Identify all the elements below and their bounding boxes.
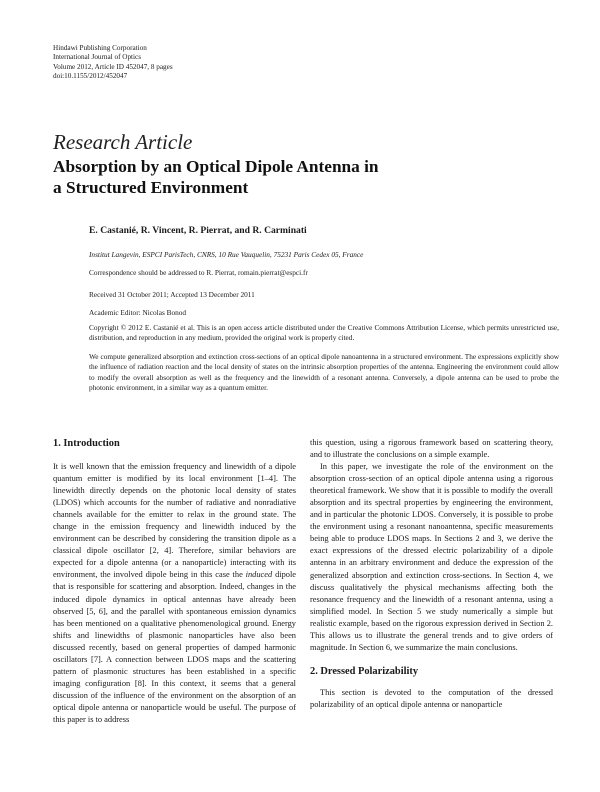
title-line-2: a Structured Environment — [53, 178, 249, 197]
authors: E. Castanié, R. Vincent, R. Pierrat, and R. Carminati — [89, 225, 307, 236]
title-line-1: Absorption by an Optical Dipole Antenna in — [53, 157, 379, 176]
left-column — [53, 437, 296, 726]
abstract: We compute generalized absorption and extinction cross-sections of an optical dipole nanoantenna in a structured environment. The expressions explicitly show the influence of radiation reaction and the local density of states on the intrinsic absorption properties of the antenna. Engineering the environment could allow to modify the overall absorption as well as the frequency and the linewidth of a resonant antenna. Conversely, a dipole antenna can be used to probe the photonic environment, in a similar way as a quantum emitter. — [89, 352, 559, 392]
section2-paragraph-1: This section is devoted to the computation of the dressed polarizability of an optical dipole antenna or nanoparticle — [310, 687, 553, 709]
copyright-notice: Copyright © 2012 E. Castanié et al. This is an open access article distributed under the Creative Commons Attribution License, which permits unrestricted use, distribution, and reproduction in any medium, provided the original work is properly cited. — [89, 323, 559, 343]
affiliation: Institut Langevin, ESPCI ParisTech, CNRS, 10 Rue Vauquelin, 75231 Paris Cedex 05, France — [89, 250, 364, 259]
doi[interactable]: doi:10.1155/2012/452047 — [53, 71, 128, 80]
journal-header — [53, 44, 173, 81]
article-type: Research Article — [53, 130, 193, 154]
section-heading-introduction: 1. Introduction — [53, 438, 120, 449]
intro-paragraph-1-continued: this question, using a rigorous framework based on scattering theory, and to illustrate the conclusions on a simple example. — [310, 438, 553, 460]
intro-paragraph-2: In this paper, we investigate the role of the environment on the absorption cross-section of an optical dipole antenna using a rigorous theoretical framework. We show that it is possible to modify the overall absorption and its spectral properties by engineering the environment, and in particular the photonic LDOS. Conversely, it is possible to probe the environment using a resonant nanoantenna, specific measurements being able to produce LDOS maps. In Sections 2 and 3, we derive the exact expressions of the dressed electric polarizability of a dipole antenna in an arbitrary environment and deduce the expression of the generalized absorption and extinction cross-sections. In Section 4, we discuss qualitatively the physical mechanisms affecting both the resonance frequency and the linewidth of a resonant antenna, using a simplified model. In Section 5 we study numerically a simple but realistic example, based on the rigorous expression derived in Section 2. This allows us to illustrate the general trends and to give orders of magnitude. In Section 6, we summarize the main conclusions. — [310, 462, 553, 652]
intro-emphasis: induced — [245, 570, 273, 580]
correspondence: Correspondence should be addressed to R. Pierrat, romain.pierrat@espci.fr — [89, 268, 308, 277]
intro-text-a: It is well known that the emission frequency and linewidth of a dipole quantum emitter is modified by its local environment [1–4]. The linewidth directly depends on the photonic local density of states (LDOS) which accounts for the number of radiative and nonradiative channels available for the emitter to relax in the ground state. The change in the emission frequency and linewidth induced by the environment can be described by considering the transition dipole as a classical dipole oscillator [2, 4]. Therefore, similar behaviors are expected for a dipole antenna (or a nanoparticle) interacting with its environment, the involved dipole being in this case the — [53, 462, 296, 580]
journal-name: International Journal of Optics — [53, 53, 142, 62]
received-dates: Received 31 October 2011; Accepted 13 December 2011 — [89, 290, 255, 299]
academic-editor: Academic Editor: Nicolas Bonod — [89, 308, 187, 317]
paper-title — [53, 156, 473, 198]
intro-paragraph-1 — [53, 461, 296, 726]
intro-text-b: dipole that is responsible for scattering and absorption. Indeed, changes in the induced dipole dynamics in optical antennas have already been observed [5, 6], and the parallel with spontaneous emission dynamics has been mentioned on a qualitative phenomenological ground. Energy shifts and linewidths of plasmonic nanoparticles have also been discussed recently, based on general properties of damped harmonic oscillators [7]. A connection between LDOS maps and the scattering pattern of plasmonic structures has been established in a specific imaging configuration [8]. In this context, it seems that a general discussion of the influence of the environment on the absorption of an optical dipole antenna or nanoparticle would be useful. The purpose of this paper is to address — [53, 570, 296, 724]
volume-info: Volume 2012, Article ID 452047, 8 pages — [53, 62, 173, 71]
publisher: Hindawi Publishing Corporation — [53, 44, 147, 52]
section-heading-dressed-polarizability: 2. Dressed Polarizability — [310, 665, 419, 677]
right-column — [310, 437, 553, 711]
